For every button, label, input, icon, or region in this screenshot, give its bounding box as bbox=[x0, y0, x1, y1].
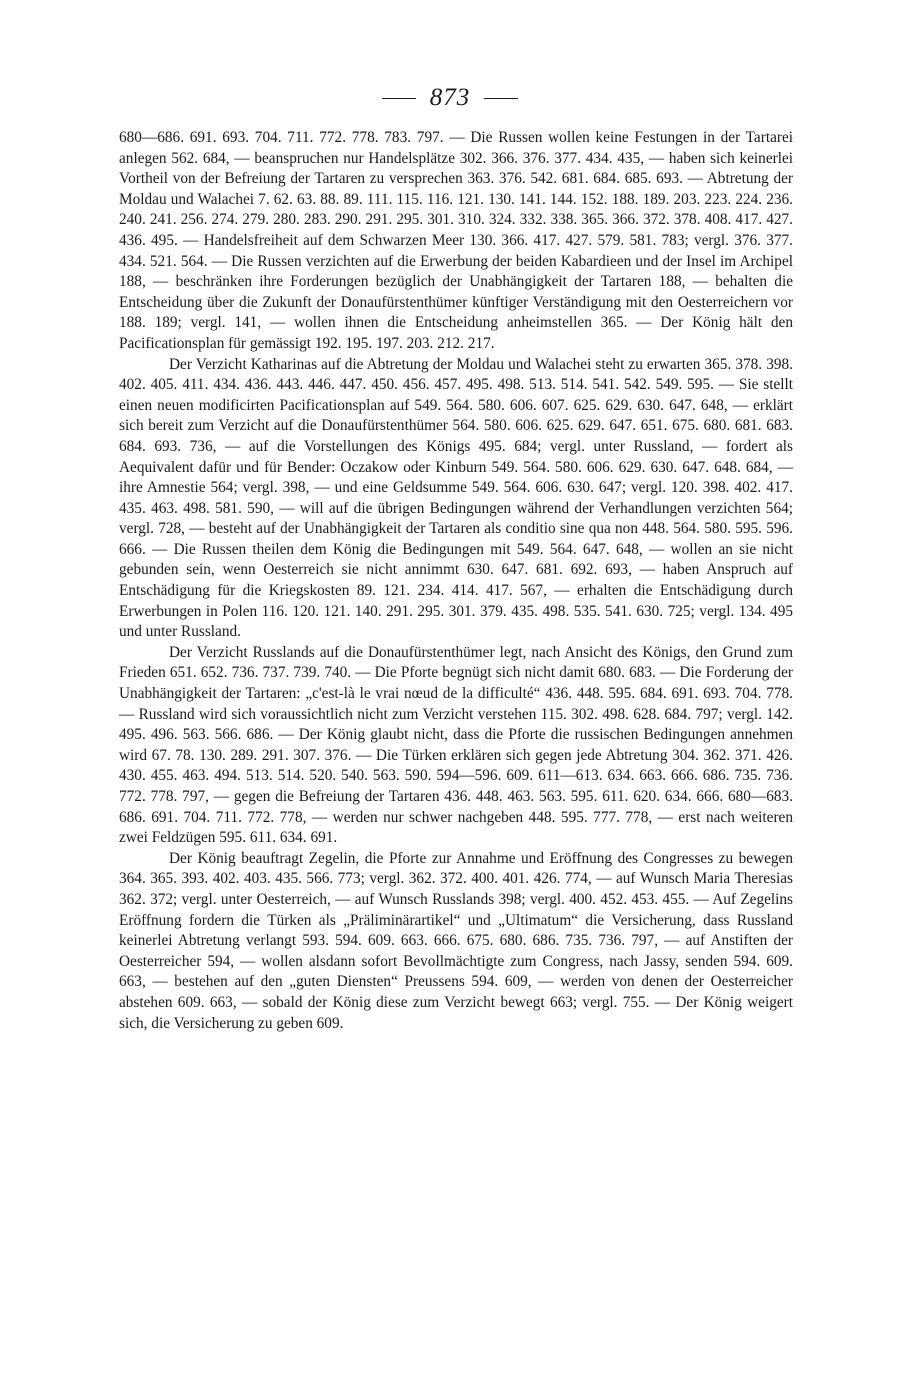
paragraph-2: Der Verzicht Katharinas auf die Abtretung der Moldau und Walachei steht zu erwarten 365. 378. 398. 402. 405. 411. 434. 436. 443. 446. 447. 450. 456. 457. 495. 498. 513. 514. 541. 542. 549. 595. — Sie stellt einen neuen modificirten Pacificationsplan auf 549. 564. 580. 606. 607. 625. 629. 630. 647. 648, — erklärt sich bereit zum Verzicht auf die Donaufürstenthümer 564. 580. 606. 625. 629. 647. 651. 675. 680. 681. 683. 684. 693. 736, — auf die Vorstellungen des Königs 495. 684; vergl. unter Russland, — fordert als Aequivalent dafür und für Bender: Oczakow oder Kinburn 549. 564. 580. 606. 629. 630. 647. 648. 684, — ihre Amnestie 564; vergl. 398, — und eine Geldsumme 549. 564. 606. 630. 647; vergl. 120. 398. 402. 417. 435. 463. 498. 581. 590, — will auf die übrigen Bedingungen während der Verhandlungen verzichten 564; vergl. 728, — besteht auf der Unabhängigkeit der Tartaren als conditio sine qua non 448. 564. 580. 595. 596. 666. — Die Russen theilen dem König die Bedingungen mit 549. 564. 647. 648, — wollen an sie nicht gebunden sein, wenn Oesterreich sie nicht annimmt 630. 647. 681. 692. 693, — haben Anspruch auf Entschädigung für die Kriegskosten 89. 121. 234. 414. 417. 567, — erhalten die Entschädigung durch Erwerbungen in Polen 116. 120. 121. 140. 291. 295. 301. 379. 435. 498. 535. 541. 630. 725; vergl. 134. 495 und unter Russland. bbox=[119, 355, 793, 641]
body-text bbox=[119, 128, 793, 1034]
page-number: 873 bbox=[429, 84, 471, 111]
header-rule-right bbox=[484, 98, 518, 99]
page-header bbox=[0, 82, 900, 114]
paragraph-1: 680—686. 691. 693. 704. 711. 772. 778. 783. 797. — Die Russen wollen keine Festungen in der Tartarei anlegen 562. 684, — beanspruchen nur Handelsplätze 302. 366. 376. 377. 434. 435, — haben sich keinerlei Vortheil von der Befreiung der Tartaren zu versprechen 363. 376. 542. 681. 684. 685. 693. — Abtretung der Moldau und Walachei 7. 62. 63. 88. 89. 111. 115. 116. 121. 130. 141. 144. 152. 188. 189. 203. 223. 224. 236. 240. 241. 256. 274. 279. 280. 283. 290. 291. 295. 301. 310. 324. 332. 338. 365. 366. 372. 378. 408. 417. 427. 436. 495. — Handelsfreiheit auf dem Schwarzen Meer 130. 366. 417. 427. 579. 581. 783; vergl. 376. 377. 434. 521. 564. — Die Russen verzichten auf die Erwerbung der beiden Kabardieen und der Insel im Archipel 188, — beschränken ihre Forderungen bezüglich der Unabhängigkeit der Tartaren 188, — behalten die Entscheidung über die Zukunft der Donaufürstenthümer künftiger Verständigung mit den Oesterreichern vor 188. 189; vergl. 141, — wollen ihnen die Entscheidung anheimstellen 365. — Der König hält den Pacificationsplan für gemässigt 192. 195. 197. 203. 212. 217. bbox=[119, 129, 793, 352]
paragraph-3: Der Verzicht Russlands auf die Donaufürstenthümer legt, nach Ansicht des Königs, den Grund zum Frieden 651. 652. 736. 737. 739. 740. — Die Pforte begnügt sich nicht damit 680. 683. — Die Forderung der Unabhängigkeit der Tartaren: „c'est-là le vrai nœud de la difficulté“ 436. 448. 595. 684. 691. 693. 704. 778. — Russland wird sich voraussichtlich nicht zum Verzicht verstehen 115. 302. 498. 628. 684. 797; vergl. 142. 495. 496. 563. 566. 686. — Der König glaubt nicht, dass die Pforte die russischen Bedingungen annehmen wird 67. 78. 130. 289. 291. 307. 376. — Die Türken erklären sich gegen jede Abtretung 304. 362. 371. 426. 430. 455. 463. 494. 513. 514. 520. 540. 563. 590. 594—596. 609. 611—613. 634. 663. 666. 686. 735. 736. 772. 778. 797, — gegen die Befreiung der Tartaren 436. 448. 463. 563. 595. 611. 620. 634. 666. 680—683. 686. 691. 704. 711. 772. 778, — werden nur schwer nachgeben 448. 595. 777. 778, — erst nach weiteren zwei Feldzügen 595. 611. 634. 691. bbox=[119, 643, 793, 847]
paragraph-4: Der König beauftragt Zegelin, die Pforte zur Annahme und Eröffnung des Congresses zu bewegen 364. 365. 393. 402. 403. 435. 566. 773; vergl. 362. 372. 400. 401. 426. 774, — auf Wunsch Maria Theresias 362. 372; vergl. unter Oesterreich, — auf Wunsch Russlands 398; vergl. 400. 452. 453. 455. — Auf Zegelins Eröffnung fordern die Türken als „Präliminärartikel“ und „Ultimatum“ die Versicherung, dass Russland keinerlei Abtretung verlangt 593. 594. 609. 663. 666. 675. 680. 686. 735. 736. 797, — auf Anstiften der Oesterreicher 594, — wollen alsdann sofort Bevollmächtigte zum Congress, nach Jassy, senden 594. 609. 663, — bestehen auf den „guten Diensten“ Preussens 594. 609, — werden von denen der Oesterreicher abstehen 609. 663, — sobald der König diese zum Verzicht bewegt 663; vergl. 755. — Der König weigert sich, die Versicherung zu geben 609. bbox=[119, 849, 793, 1032]
header-rule-left bbox=[382, 98, 416, 99]
